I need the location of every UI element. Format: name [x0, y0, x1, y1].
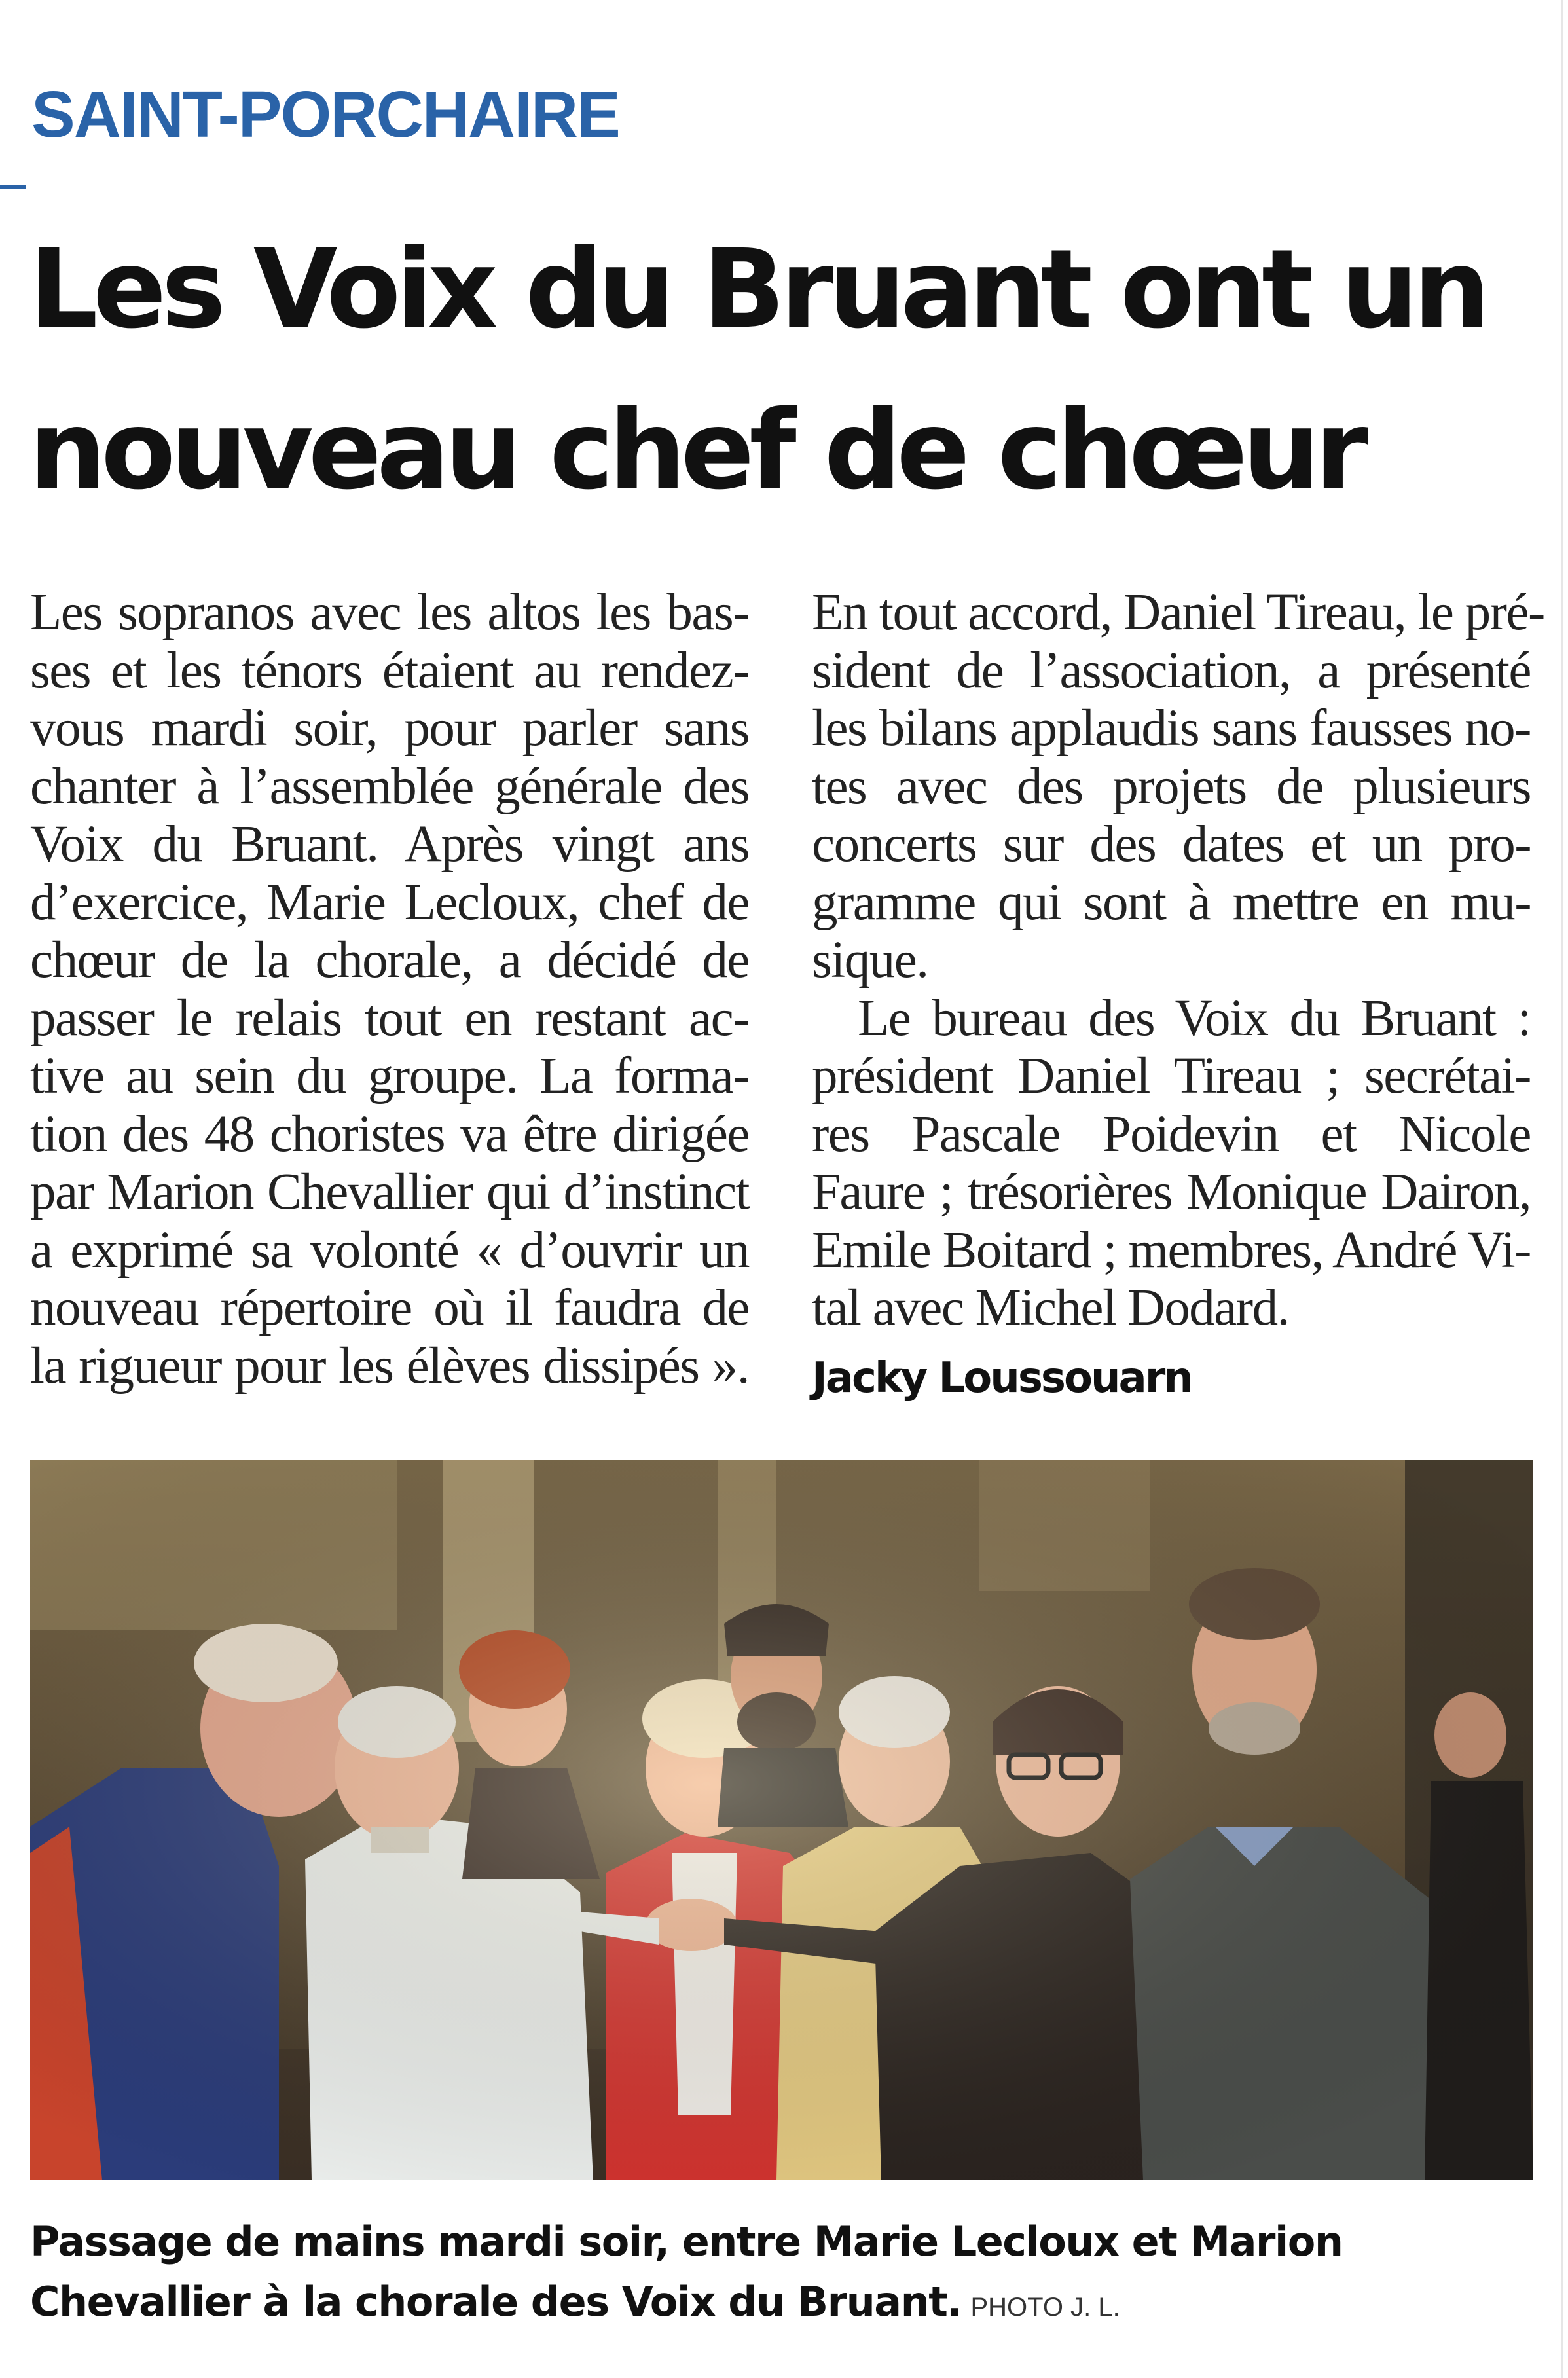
text-line: d’exercice, Marie Lecloux, chef de — [30, 873, 749, 931]
body-paragraph — [30, 584, 749, 1395]
group-photo — [30, 1460, 1533, 2180]
photo-caption — [30, 2212, 1536, 2337]
text-line: vous mardi soir, pour parler sans — [30, 700, 749, 757]
body-paragraph — [812, 990, 1531, 1338]
text-line: la rigueur pour les élèves dissipés ». — [30, 1337, 749, 1395]
section-kicker: SAINT-PORCHAIRE — [31, 78, 619, 151]
photo-credit: PHOTO J. L. — [970, 2293, 1120, 2322]
article-body-left-column — [30, 584, 749, 1395]
text-line: par Marion Chevallier qui d’instinct — [30, 1163, 749, 1220]
author-byline: Jacky Loussouarn — [812, 1354, 1192, 1402]
article-body-right-column — [812, 584, 1544, 1338]
text-line: tion des 48 choristes va être dirigée — [30, 1105, 749, 1163]
text-line: tive au sein du groupe. La forma- — [30, 1048, 749, 1105]
text-line: chanter à l’assemblée générale des — [30, 758, 749, 815]
text-line: res Pascale Poidevin et Nicole — [812, 1105, 1531, 1163]
text-line: les bilans applaudis sans fausses no- — [812, 700, 1531, 757]
text-line: sident de l’association, a présenté — [812, 642, 1531, 699]
text-line: sique. — [812, 932, 928, 989]
text-line: Le bureau des Voix du Bruant : — [858, 989, 1531, 1047]
text-line: a exprimé sa volonté « d’ouvrir un — [30, 1221, 749, 1279]
text-line: tes avec des projets de plusieurs — [812, 758, 1531, 815]
group-photo-illustration — [30, 1460, 1533, 2180]
section-marker — [0, 185, 26, 189]
body-paragraph — [812, 584, 1544, 990]
page-edge-shadow — [1561, 0, 1563, 2378]
text-line: président Daniel Tireau ; secrétai- — [812, 1048, 1531, 1105]
headline-line: Les Voix du Bruant ont un — [29, 227, 1486, 353]
text-line: ses et les ténors étaient au rendez- — [30, 642, 749, 699]
text-line: concerts sur des dates et un pro- — [812, 816, 1531, 873]
caption-line — [30, 2272, 1536, 2337]
text-line: gramme qui sont à mettre en mu- — [812, 873, 1531, 931]
text-line: passer le relais tout en restant ac- — [30, 989, 749, 1047]
text-line: Les sopranos avec les altos les bas- — [30, 584, 749, 641]
article-headline — [29, 210, 1541, 532]
text-line: tal avec Michel Dodard. — [812, 1279, 1289, 1336]
text-line: chœur de la chorale, a décidé de — [30, 932, 749, 989]
caption-line: Passage de mains mardi soir, entre Marie Lecloux et Marion — [30, 2218, 1343, 2265]
text-line: nouveau répertoire où il faudra de — [30, 1279, 749, 1336]
text-line: Voix du Bruant. Après vingt ans — [30, 816, 749, 873]
caption-line-text: Chevallier à la chorale des Voix du Bruant. — [30, 2278, 962, 2326]
headline-line: nouveau chef de chœur — [29, 388, 1363, 514]
text-line: Faure ; trésorières Monique Dairon, — [812, 1163, 1531, 1220]
text-line: Emile Boitard ; membres, André Vi- — [812, 1221, 1531, 1279]
text-line: En tout accord, Daniel Tireau, le pré- — [812, 584, 1544, 641]
